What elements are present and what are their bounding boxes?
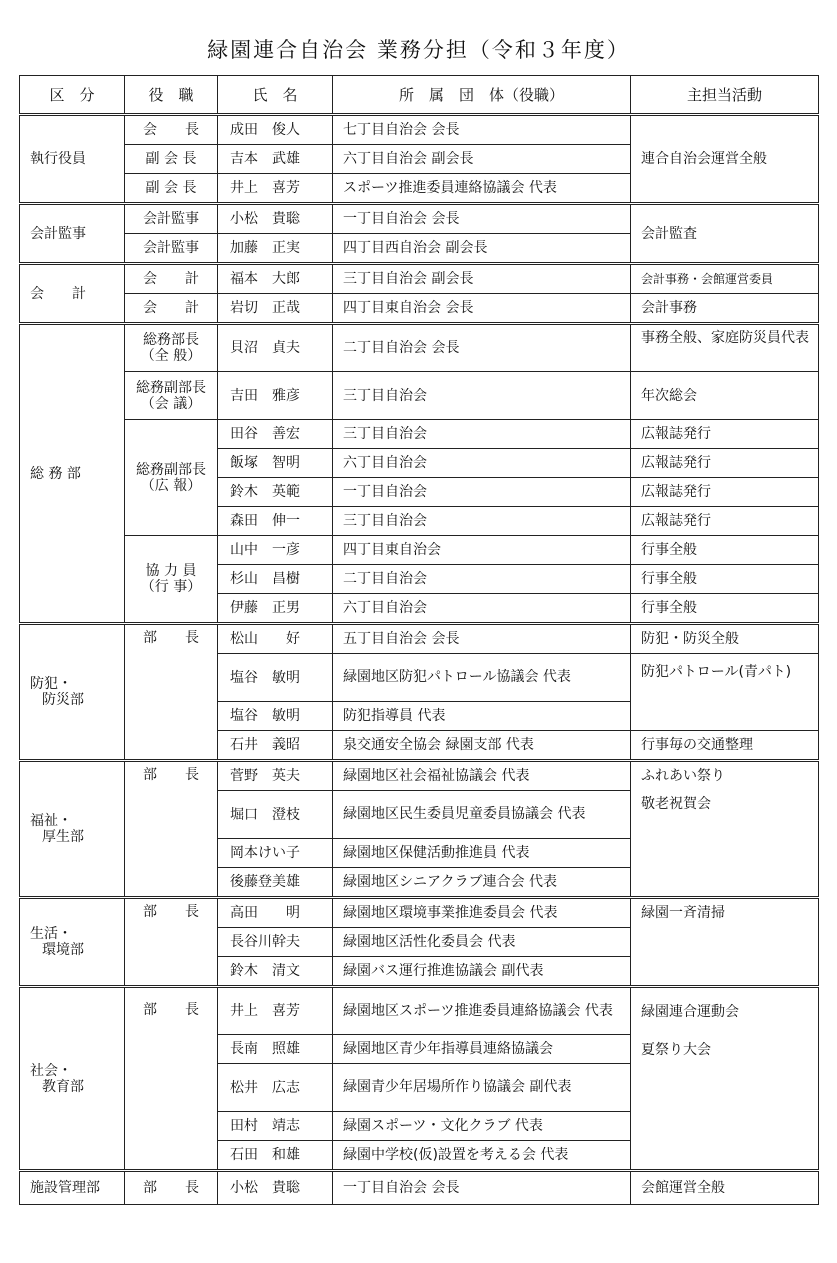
name-cell: 田谷 善宏 bbox=[218, 420, 333, 449]
activity-cell: 行事全般 bbox=[631, 594, 819, 624]
role-cell: 部 長 bbox=[125, 898, 218, 987]
affiliation-cell: 三丁目自治会 bbox=[333, 372, 631, 420]
affiliation-cell: 三丁目自治会 bbox=[333, 507, 631, 536]
role-line: 協 力 員 bbox=[145, 563, 197, 579]
activity-cell bbox=[631, 761, 819, 898]
role-line: （行 事） bbox=[140, 579, 202, 595]
role-cell: 部 長 bbox=[125, 1171, 218, 1205]
category-line: 防災部 bbox=[42, 692, 84, 708]
table-row bbox=[20, 324, 819, 372]
affiliation-cell: スポーツ推進委員連絡協議会 代表 bbox=[333, 174, 631, 204]
name-cell: 鈴木 英範 bbox=[218, 478, 333, 507]
affiliation-cell: 緑園地区青少年指導員連絡協議会 bbox=[333, 1035, 631, 1064]
name-cell: 森田 伸一 bbox=[218, 507, 333, 536]
activity-line: ふれあい祭り bbox=[641, 768, 725, 784]
category-line: 環境部 bbox=[42, 942, 84, 958]
group-auditor bbox=[20, 204, 819, 264]
category-cell: 総 務 部 bbox=[20, 324, 125, 624]
name-cell: 松山 好 bbox=[218, 624, 333, 654]
category-line: 社会・ bbox=[30, 1062, 72, 1079]
role-line: （広 報） bbox=[140, 477, 202, 494]
activity-cell bbox=[631, 987, 819, 1171]
activity-cell: 事務全般、家庭防災員代表 bbox=[631, 324, 819, 372]
affiliation-cell: 緑園地区社会福祉協議会 代表 bbox=[333, 761, 631, 791]
role-cell: 会計監事 bbox=[125, 234, 218, 264]
affiliation-cell: 緑園地区保健活動推進員 代表 bbox=[333, 839, 631, 868]
col-header-role: 役 職 bbox=[125, 76, 218, 115]
affiliation-cell: 四丁目西自治会 副会長 bbox=[333, 234, 631, 264]
name-cell: 伊藤 正男 bbox=[218, 594, 333, 624]
group-general-affairs bbox=[20, 324, 819, 624]
name-cell: 後藤登美雄 bbox=[218, 868, 333, 898]
name-cell: 吉本 武雄 bbox=[218, 145, 333, 174]
category-cell bbox=[20, 624, 125, 761]
name-cell: 松井 広志 bbox=[218, 1064, 333, 1112]
name-cell: 岩切 正哉 bbox=[218, 294, 333, 324]
activity-line: 緑園連合運動会 bbox=[641, 1004, 739, 1020]
affiliation-cell: 緑園青少年居場所作り協議会 副代表 bbox=[333, 1064, 631, 1112]
category-cell bbox=[20, 987, 125, 1171]
activity-cell: 会計事務 bbox=[631, 294, 819, 324]
role-cell: 副 会 長 bbox=[125, 145, 218, 174]
table-row bbox=[20, 264, 819, 294]
name-cell: 石田 和雄 bbox=[218, 1141, 333, 1171]
table-row bbox=[20, 536, 819, 565]
table-row bbox=[20, 898, 819, 928]
activity-cell bbox=[631, 898, 819, 987]
activity-line: 緑園一斉清掃 bbox=[641, 905, 725, 921]
table-row bbox=[20, 372, 819, 420]
affiliation-cell: 二丁目自治会 bbox=[333, 565, 631, 594]
group-facility bbox=[20, 1171, 819, 1205]
name-cell: 高田 明 bbox=[218, 898, 333, 928]
name-cell: 田村 靖志 bbox=[218, 1112, 333, 1141]
category-cell: 執行役員 bbox=[20, 115, 125, 204]
role-cell: 会 長 bbox=[125, 115, 218, 145]
activity-line: 敬老祝賀会 bbox=[641, 796, 711, 812]
activity-cell: 行事毎の交通整理 bbox=[631, 731, 819, 761]
name-cell: 岡本けい子 bbox=[218, 839, 333, 868]
name-cell: 長南 照雄 bbox=[218, 1035, 333, 1064]
role-line: 総務副部長 bbox=[136, 379, 206, 396]
affiliation-cell: 緑園地区スポーツ推進委員連絡協議会 代表 bbox=[333, 987, 631, 1035]
affiliation-cell: 緑園スポーツ・文化クラブ 代表 bbox=[333, 1112, 631, 1141]
role-cell bbox=[125, 536, 218, 624]
activity-cell: 行事全般 bbox=[631, 565, 819, 594]
role-cell bbox=[125, 324, 218, 372]
table-row bbox=[20, 761, 819, 791]
name-cell: 貝沼 貞夫 bbox=[218, 324, 333, 372]
activity-cell: 防犯・防災全般 bbox=[631, 624, 819, 654]
category-cell: 会 計 bbox=[20, 264, 125, 324]
name-cell: 成田 俊人 bbox=[218, 115, 333, 145]
activity-cell: 防犯パトロール(青パト) bbox=[631, 654, 819, 731]
affiliation-cell: 六丁目自治会 副会長 bbox=[333, 145, 631, 174]
role-line: （全 般） bbox=[140, 348, 202, 364]
name-cell: 加藤 正実 bbox=[218, 234, 333, 264]
role-line: 総務部長 bbox=[143, 332, 199, 348]
category-line: 教育部 bbox=[42, 1078, 84, 1095]
role-cell: 会計監事 bbox=[125, 204, 218, 234]
table-row bbox=[20, 987, 819, 1035]
name-cell: 小松 貴聡 bbox=[218, 1171, 333, 1205]
name-cell: 山中 一彦 bbox=[218, 536, 333, 565]
group-education bbox=[20, 987, 819, 1171]
table-row bbox=[20, 115, 819, 145]
role-line: 総務副部長 bbox=[136, 461, 206, 478]
name-cell: 井上 喜芳 bbox=[218, 174, 333, 204]
affiliation-cell: 一丁目自治会 bbox=[333, 478, 631, 507]
activity-cell: 会館運営全般 bbox=[631, 1171, 819, 1205]
name-cell: 井上 喜芳 bbox=[218, 987, 333, 1035]
table-row bbox=[20, 420, 819, 449]
role-cell: 会 計 bbox=[125, 264, 218, 294]
activity-cell: 行事全般 bbox=[631, 536, 819, 565]
name-cell: 飯塚 智明 bbox=[218, 449, 333, 478]
affiliation-cell: 三丁目自治会 bbox=[333, 420, 631, 449]
col-header-affiliation: 所 属 団 体（役職） bbox=[333, 76, 631, 115]
activity-cell: 会計事務・会館運営委員 bbox=[631, 264, 819, 294]
activity-line: 夏祭り大会 bbox=[641, 1042, 711, 1058]
table-row bbox=[20, 204, 819, 234]
role-cell bbox=[125, 372, 218, 420]
category-cell bbox=[20, 761, 125, 898]
category-line: 福祉・ bbox=[30, 813, 72, 829]
table-row bbox=[20, 294, 819, 324]
col-header-activity: 主担当活動 bbox=[631, 76, 819, 115]
name-cell: 塩谷 敏明 bbox=[218, 702, 333, 731]
role-cell: 副 会 長 bbox=[125, 174, 218, 204]
role-cell: 部 長 bbox=[125, 987, 218, 1171]
activity-cell: 広報誌発行 bbox=[631, 507, 819, 536]
name-cell: 杉山 昌樹 bbox=[218, 565, 333, 594]
activity-cell: 広報誌発行 bbox=[631, 449, 819, 478]
name-cell: 小松 貴聡 bbox=[218, 204, 333, 234]
name-cell: 塩谷 敏明 bbox=[218, 654, 333, 702]
affiliation-cell: 五丁目自治会 会長 bbox=[333, 624, 631, 654]
affiliation-cell: 一丁目自治会 会長 bbox=[333, 204, 631, 234]
name-cell: 菅野 英夫 bbox=[218, 761, 333, 791]
affiliation-cell: 緑園地区シニアクラブ連合会 代表 bbox=[333, 868, 631, 898]
activity-cell: 会計監査 bbox=[631, 204, 819, 264]
table-row bbox=[20, 1171, 819, 1205]
page-title: 緑園連合自治会 業務分担（令和３年度） bbox=[207, 38, 630, 62]
activity-cell: 広報誌発行 bbox=[631, 420, 819, 449]
category-line: 厚生部 bbox=[42, 829, 84, 845]
category-line: 生活・ bbox=[30, 926, 72, 942]
col-header-name: 氏 名 bbox=[218, 76, 333, 115]
group-welfare bbox=[20, 761, 819, 898]
header-row bbox=[20, 76, 819, 115]
affiliation-cell: 一丁目自治会 会長 bbox=[333, 1171, 631, 1205]
name-cell: 福本 大郎 bbox=[218, 264, 333, 294]
col-header-category: 区 分 bbox=[20, 76, 125, 115]
group-accounting bbox=[20, 264, 819, 324]
table-row bbox=[20, 624, 819, 654]
name-cell: 堀口 澄枝 bbox=[218, 791, 333, 839]
role-cell: 部 長 bbox=[125, 624, 218, 761]
name-cell: 長谷川幹夫 bbox=[218, 928, 333, 957]
role-cell bbox=[125, 420, 218, 536]
affiliation-cell: 緑園中学校(仮)設置を考える会 代表 bbox=[333, 1141, 631, 1171]
name-cell: 鈴木 清文 bbox=[218, 957, 333, 987]
affiliation-cell: 防犯指導員 代表 bbox=[333, 702, 631, 731]
role-cell: 会 計 bbox=[125, 294, 218, 324]
affiliation-cell: 三丁目自治会 副会長 bbox=[333, 264, 631, 294]
name-cell: 吉田 雅彦 bbox=[218, 372, 333, 420]
category-line: 防犯・ bbox=[30, 676, 72, 692]
affiliation-cell: 六丁目自治会 bbox=[333, 594, 631, 624]
group-crime-disaster bbox=[20, 624, 819, 761]
category-cell: 会計監事 bbox=[20, 204, 125, 264]
affiliation-cell: 緑園地区活性化委員会 代表 bbox=[333, 928, 631, 957]
affiliation-cell: 六丁目自治会 bbox=[333, 449, 631, 478]
affiliation-cell: 緑園地区環境事業推進委員会 代表 bbox=[333, 898, 631, 928]
category-cell: 施設管理部 bbox=[20, 1171, 125, 1205]
group-executive bbox=[20, 115, 819, 204]
duty-table bbox=[19, 75, 819, 1205]
affiliation-cell: 七丁目自治会 会長 bbox=[333, 115, 631, 145]
affiliation-cell: 緑園地区民生委員児童委員協議会 代表 bbox=[333, 791, 631, 839]
affiliation-cell: 泉交通安全協会 緑園支部 代表 bbox=[333, 731, 631, 761]
affiliation-cell: 四丁目東自治会 bbox=[333, 536, 631, 565]
category-cell bbox=[20, 898, 125, 987]
affiliation-cell: 四丁目東自治会 会長 bbox=[333, 294, 631, 324]
role-cell: 部 長 bbox=[125, 761, 218, 898]
affiliation-cell: 二丁目自治会 会長 bbox=[333, 324, 631, 372]
activity-cell: 年次総会 bbox=[631, 372, 819, 420]
role-line: （会 議） bbox=[140, 395, 202, 412]
group-environment bbox=[20, 898, 819, 987]
affiliation-cell: 緑園バス運行推進協議会 副代表 bbox=[333, 957, 631, 987]
name-cell: 石井 義昭 bbox=[218, 731, 333, 761]
activity-cell: 広報誌発行 bbox=[631, 478, 819, 507]
affiliation-cell: 緑園地区防犯パトロール協議会 代表 bbox=[333, 654, 631, 702]
activity-cell: 連合自治会運営全般 bbox=[631, 115, 819, 204]
